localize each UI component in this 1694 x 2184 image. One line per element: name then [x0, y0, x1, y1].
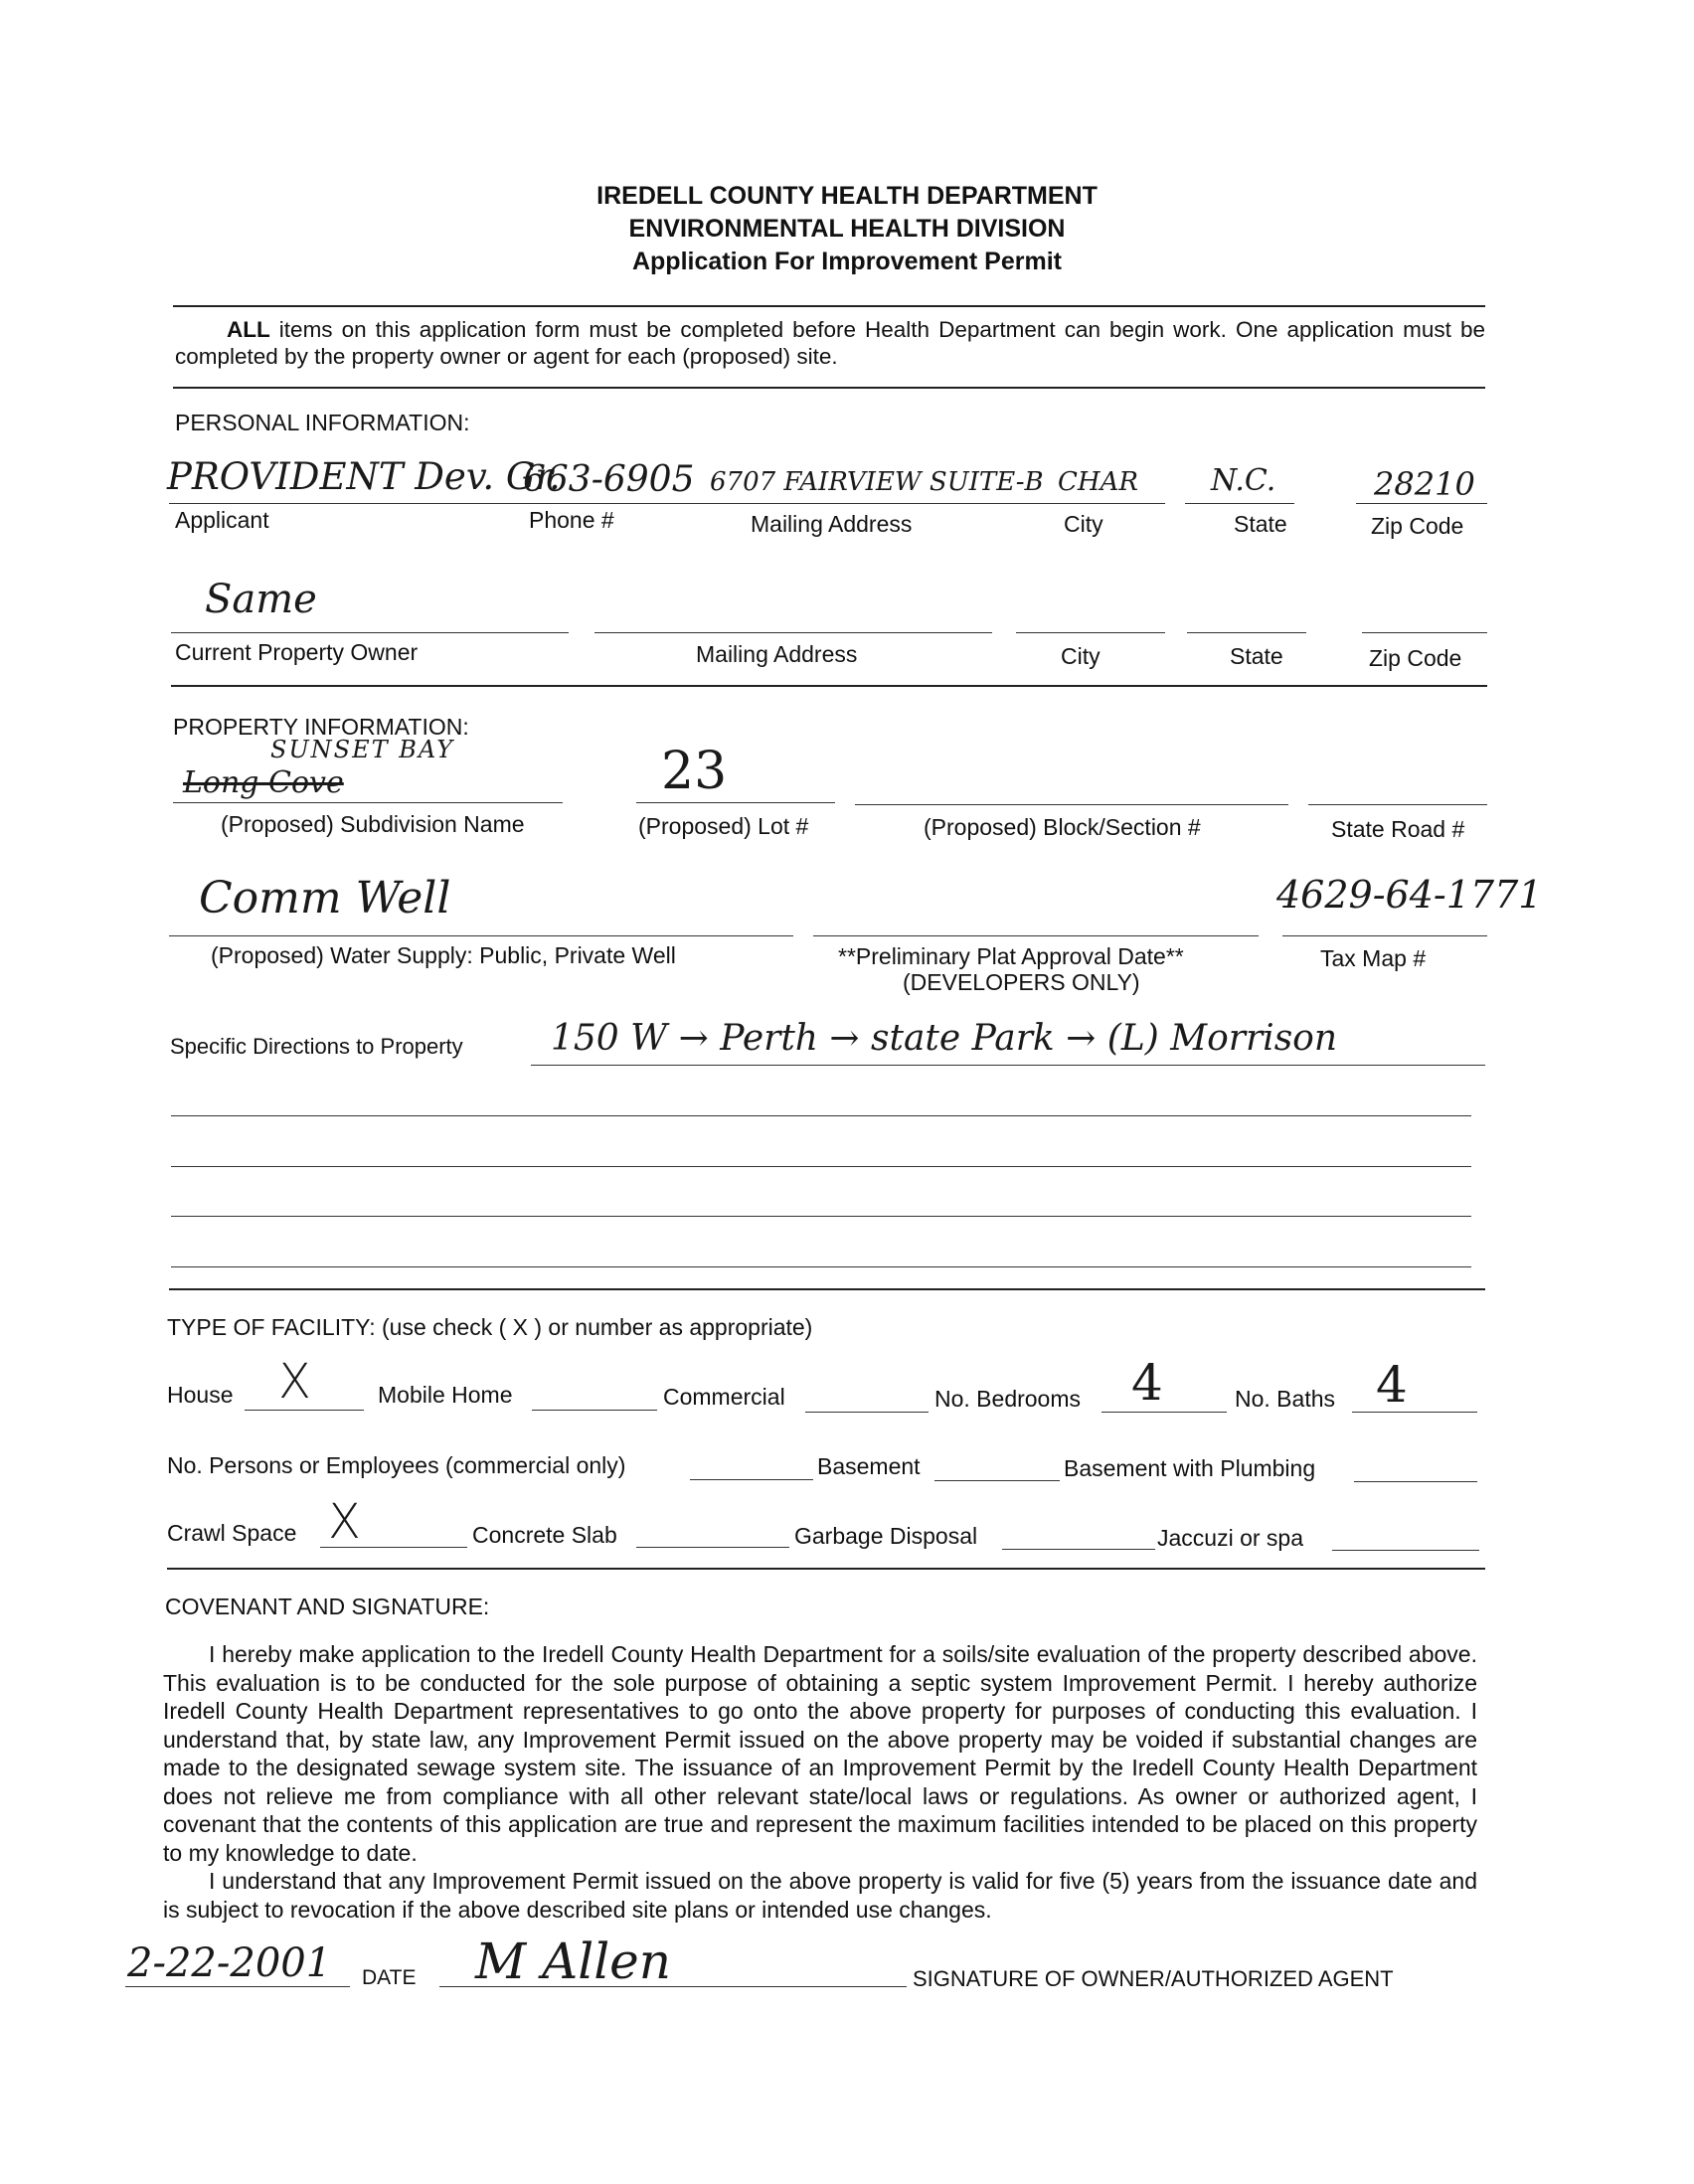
- covenant-paragraph-2: I understand that any Improvement Permit issued on the above property is valid for five (5) years from the issuance date and is subject to revocation if the above described site plans or intended use changes.: [163, 1868, 1477, 1923]
- garbage-line: [1002, 1549, 1155, 1550]
- house-line: [245, 1410, 364, 1411]
- label-crawl: Crawl Space: [167, 1520, 297, 1546]
- label-city: City: [1064, 511, 1103, 537]
- directions-line-3: [171, 1166, 1471, 1167]
- applicant-line: [169, 503, 1165, 504]
- owner-state-line: [1187, 632, 1306, 633]
- road-line: [1308, 804, 1487, 805]
- phone-value: 663-6905: [523, 459, 695, 500]
- label-road: State Road #: [1331, 816, 1465, 842]
- plat-line: [813, 935, 1259, 936]
- commercial-line: [805, 1412, 929, 1413]
- label-plat-developers: (DEVELOPERS ONLY): [903, 969, 1140, 995]
- bedrooms-value: 4: [1131, 1354, 1163, 1412]
- signature-line: [439, 1986, 907, 1987]
- directions-line-2: [171, 1115, 1471, 1116]
- owner-city-line: [1016, 632, 1165, 633]
- label-baths: No. Baths: [1235, 1386, 1335, 1412]
- label-house: House: [167, 1382, 234, 1408]
- label-zip: Zip Code: [1371, 513, 1464, 539]
- property-heading: PROPERTY INFORMATION:: [173, 714, 469, 740]
- signature-value: M Allen: [475, 1932, 671, 1990]
- lot-value: 23: [661, 742, 728, 801]
- water-line: [169, 935, 793, 936]
- taxmap-value: 4629-64-1771: [1276, 873, 1543, 917]
- water-value: Comm Well: [199, 873, 451, 924]
- label-jaccuzi: Jaccuzi or spa: [1157, 1525, 1304, 1551]
- covenant-heading: COVENANT AND SIGNATURE:: [165, 1594, 490, 1619]
- label-bedrooms: No. Bedrooms: [934, 1386, 1082, 1412]
- intro-all: ALL: [227, 317, 270, 342]
- intro-body: items on this application form must be completed before Health Department can begin work. One application must be completed by the property owner or agent for each (proposed) site.: [175, 317, 1485, 369]
- label-phone: Phone #: [529, 507, 614, 533]
- label-owner: Current Property Owner: [175, 639, 419, 665]
- applicant-state-value: N.C.: [1211, 463, 1276, 498]
- directions-line-4: [171, 1216, 1471, 1217]
- header-title: IREDELL COUNTY HEALTH DEPARTMENT: [596, 182, 1098, 210]
- label-persons: No. Persons or Employees (commercial only): [167, 1452, 626, 1478]
- basement-plumbing-line: [1354, 1481, 1477, 1482]
- header-rule: [173, 305, 1485, 307]
- label-lot: (Proposed) Lot #: [638, 813, 809, 839]
- persons-line: [690, 1479, 813, 1480]
- date-value: 2-22-2001: [127, 1940, 332, 1986]
- applicant-zip-value: 28210: [1374, 465, 1475, 503]
- label-commercial: Commercial: [663, 1384, 785, 1410]
- header-division: ENVIRONMENTAL HEALTH DIVISION: [628, 215, 1066, 243]
- header-form-title: Application For Improvement Permit: [631, 248, 1062, 275]
- subdivision-value: SUNSET BAY: [270, 736, 455, 763]
- owner-line: [171, 632, 569, 633]
- crawl-value: X: [328, 1494, 361, 1550]
- facility-rule: [167, 1568, 1485, 1570]
- applicant-value: PROVIDENT Dev. Gr.: [167, 455, 561, 498]
- intro-rule: [173, 387, 1485, 389]
- baths-value: 4: [1376, 1356, 1408, 1414]
- owner-mailing-line: [594, 632, 992, 633]
- label-mailing: Mailing Address: [751, 511, 913, 537]
- label-directions: Specific Directions to Property: [170, 1034, 463, 1059]
- label-basement-plumbing: Basement with Plumbing: [1064, 1455, 1316, 1481]
- applicant-state-line: [1185, 503, 1294, 504]
- applicant-zip-line: [1356, 503, 1487, 504]
- mobile-line: [532, 1410, 657, 1411]
- label-block: (Proposed) Block/Section #: [924, 814, 1201, 840]
- label-taxmap: Tax Map #: [1320, 945, 1427, 971]
- label-water: (Proposed) Water Supply: Public, Private Well: [211, 942, 676, 968]
- date-line: [125, 1986, 350, 1987]
- block-line: [855, 804, 1288, 805]
- owner-value: Same: [205, 577, 317, 622]
- facility-heading: TYPE OF FACILITY: (use check ( X ) or number as appropriate): [167, 1314, 813, 1340]
- label-slab: Concrete Slab: [472, 1522, 617, 1548]
- baths-line: [1352, 1412, 1477, 1413]
- label-signature: SIGNATURE OF OWNER/AUTHORIZED AGENT: [913, 1966, 1394, 1991]
- label-owner-city: City: [1061, 643, 1101, 669]
- directions-line-5: [171, 1266, 1471, 1267]
- label-owner-state: State: [1230, 643, 1283, 669]
- label-subdivision: (Proposed) Subdivision Name: [221, 811, 525, 837]
- label-state: State: [1234, 511, 1287, 537]
- label-owner-mailing: Mailing Address: [696, 641, 858, 667]
- owner-zip-line: [1362, 632, 1487, 633]
- house-value: X: [278, 1354, 311, 1410]
- label-garbage: Garbage Disposal: [794, 1523, 978, 1549]
- label-applicant: Applicant: [175, 507, 269, 533]
- label-mobile: Mobile Home: [378, 1382, 513, 1408]
- jaccuzi-line: [1332, 1550, 1479, 1551]
- personal-heading: PERSONAL INFORMATION:: [175, 410, 470, 435]
- bedrooms-line: [1101, 1412, 1227, 1413]
- directions-value: 150 W → Perth → state Park → (L) Morrison: [551, 1018, 1338, 1059]
- label-date: DATE: [362, 1966, 417, 1989]
- label-owner-zip: Zip Code: [1369, 645, 1462, 671]
- applicant-city-value: CHAR: [1058, 467, 1138, 497]
- property-rule: [169, 1288, 1485, 1290]
- label-plat: **Preliminary Plat Approval Date**: [838, 943, 1184, 969]
- intro-text: [175, 316, 1485, 370]
- subdivision-line: [173, 802, 563, 803]
- covenant-paragraph-1: I hereby make application to the Iredell County Health Department for a soils/site evaluation of the property described above. This evaluation is to be conducted for the sole purpose of obtaining a septic system Improvement Permit. I hereby authorize Iredell County Health Department representatives to go onto the above property for purposes of conducting this evaluation. I understand that, by state law, any Improvement Permit issued on the above property may be voided if substantial changes are made to the designated sewage system site. The issuance of an Improvement Permit by the Iredell County Health Department does not relieve me from compliance with all other relevant state/local laws or regulations. As owner or authorized agent, I covenant that the contents of this application are true and represent the maximum facilities intended to be placed on this property to my knowledge to date.: [163, 1641, 1477, 1866]
- lot-line: [636, 802, 835, 803]
- taxmap-line: [1282, 935, 1487, 936]
- subdivision-struck-value: Long Cove: [183, 765, 344, 800]
- slab-line: [636, 1547, 789, 1548]
- applicant-mailing-value: 6707 FAIRVIEW SUITE-B: [710, 467, 1044, 497]
- basement-line: [934, 1480, 1060, 1481]
- directions-line-1: [531, 1065, 1485, 1066]
- label-basement: Basement: [817, 1453, 921, 1479]
- personal-rule: [171, 685, 1487, 687]
